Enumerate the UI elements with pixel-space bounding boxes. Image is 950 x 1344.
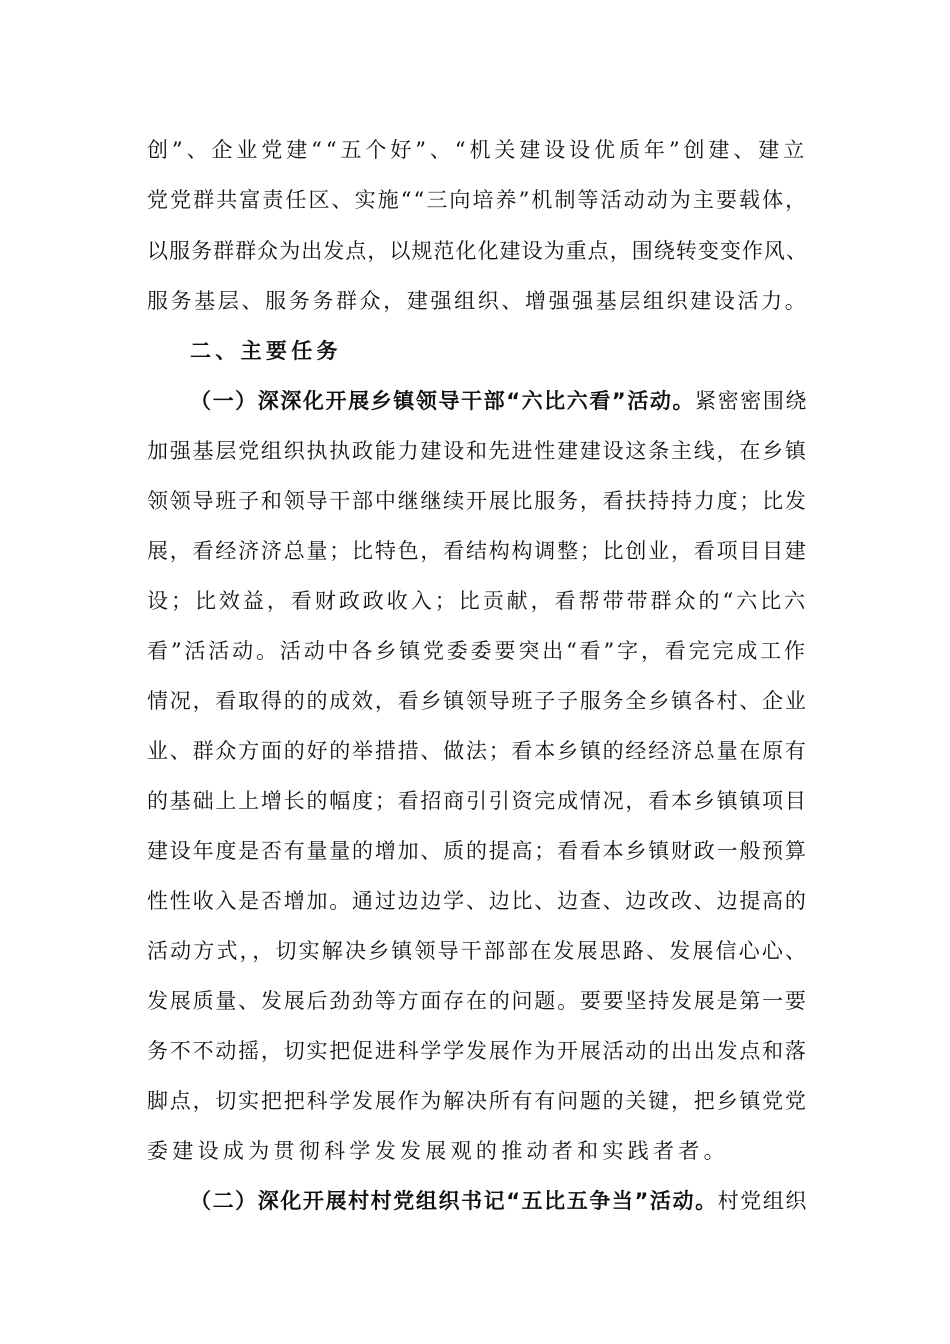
line-text: 活动方式，，切实解决乡镇领导干部部在发展思路、发展信心心、 <box>147 939 809 963</box>
body-line <box>147 686 808 716</box>
line-text: 业、群众方面的好的举措措、做法；看本乡镇的经经济总量在原有 <box>147 739 808 763</box>
body-line <box>147 586 808 616</box>
line-text: 党党群共富责任区、实施““三向培养”机制等活动动为主要载体， <box>147 188 809 212</box>
body-line <box>147 936 808 966</box>
body-line <box>147 236 808 266</box>
body-line <box>147 536 808 566</box>
line-text: 委建设成为贯彻科学发发展观的推动者和实践者者。 <box>147 1139 729 1163</box>
heading-text: 二、主要任务 <box>190 339 342 363</box>
body-line <box>147 636 808 666</box>
body-line <box>147 486 808 516</box>
line-text: 发展质量、发展后劲劲等方面存在的问题。要要坚持发展是第一要 <box>147 989 808 1013</box>
line-text: 以服务群群众为出发点，以规范化化建设为重点，围绕转变变作风、 <box>147 239 808 263</box>
line-text: 看”活活动。活动中各乡镇党委委要突出“看”字，看完完成工作 <box>147 639 808 663</box>
body-line <box>147 836 808 866</box>
line-text: 情况，看取得的的成效，看乡镇领导班子子服务全乡镇各村、企业 <box>147 689 808 713</box>
line-text: 加强基层党组织执执政能力建设和先进性建建设这条主线，在乡镇 <box>147 439 808 463</box>
subsection-line <box>190 386 808 416</box>
body-line <box>147 736 808 766</box>
subsection-heading: （一）深深化开展乡镇领导干部“六比六看”活动。 <box>190 389 696 413</box>
body-line <box>147 1036 808 1066</box>
body-line <box>147 135 808 165</box>
line-text: 领领导班子和领导干部中继继续开展比服务，看扶持持力度；比发 <box>147 489 808 513</box>
body-line <box>147 185 808 215</box>
body-line <box>147 436 808 466</box>
body-line <box>147 886 808 916</box>
subsection-line <box>190 1186 808 1216</box>
line-text: 性性收入是否增加。通过边边学、边比、边查、边改改、边提高的 <box>147 889 808 913</box>
body-line <box>147 1086 808 1116</box>
line-text: 脚点，切实把把科学发展作为解决所有有问题的关键，把乡镇党党 <box>147 1089 808 1113</box>
line-text: 展，看经济济总量；比特色，看结构构调整；比创业，看项目目建 <box>147 539 808 563</box>
line-text: 务不不动摇，切实把促进科学学发展作为开展活动的出出发点和落 <box>147 1039 808 1063</box>
subsection-heading: （二）深化开展村村党组织书记“五比五争当”活动。 <box>190 1189 718 1213</box>
line-text: 建设年度是否有量量的增加、质的提高；看看本乡镇财政一般预算 <box>147 839 808 863</box>
body-line <box>147 786 808 816</box>
line-text: 创”、企业党建““五个好”、“机关建设设优质年”创建、建立 <box>147 138 809 162</box>
section-heading <box>190 336 342 366</box>
body-line <box>147 286 808 316</box>
body-line <box>147 986 808 1016</box>
line-text: 村党组织 <box>717 1189 809 1213</box>
line-text: 紧密密围绕 <box>695 389 809 413</box>
line-text: 的基础上上增长的幅度；看招商引引资完成情况，看本乡镇镇项目 <box>147 789 808 813</box>
line-text: 服务基层、服务务群众，建强组织、增强强基层组织建设活力。 <box>147 289 809 313</box>
body-line <box>147 1136 729 1166</box>
line-text: 设；比效益，看财政政收入；比贡献，看帮带带群众的“六比六 <box>147 589 809 613</box>
